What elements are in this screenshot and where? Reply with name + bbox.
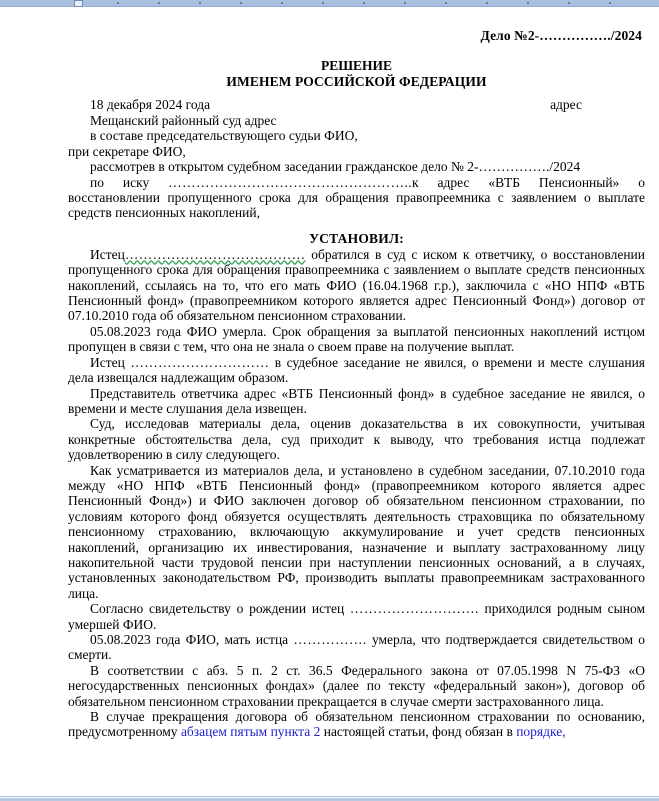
preamble-court-line: Мещанский районный суд адрес xyxy=(90,113,277,128)
document-content xyxy=(68,7,645,740)
ruler-tick-marks xyxy=(0,2,659,5)
p10-text-before-link: В случае прекращения договора об обязательном пенсионном страховании по основанию, предусмотренному xyxy=(68,709,645,740)
preamble-judge-line: в составе председательствующего судьи ФИО, xyxy=(90,128,358,144)
p7-text: приходился родным сыном умершей ФИО. xyxy=(68,601,645,632)
p8-text: умерла, что подтверждается свидетельством о смерти. xyxy=(68,632,645,663)
paragraph-p2: 05.08.2023 года ФИО умерла. Срок обращения за выплатой пенсионных накоплений истцом пропущен в связи с тем, что она не знала о своем праве на получение выплат. xyxy=(68,323,645,355)
document-date: 18 декабря 2024 года xyxy=(90,97,211,112)
paragraph-p5: Суд, исследовав материалы дела, оценив доказательства в их совокупности, учитывая конкретные обстоятельства дела, суд приходит к выводу, что требования истца подлежат удовлетворению в силу следующего. xyxy=(68,416,645,463)
claim-line-suffix: к адрес «ВТБ Пенсионный» о восстановлении пропущенного срока для обращения правопреемника с заявлением о выплате средств пенсионных накоплений, xyxy=(68,174,645,221)
document-page xyxy=(0,7,659,796)
established-heading: УСТАНОВИЛ: xyxy=(309,230,404,246)
p1-leader-spellcheck[interactable]: ………………………………… xyxy=(124,246,306,262)
paragraph-p1 xyxy=(68,247,645,324)
p8-lead: 05.08.2023 года ФИО, мать истца xyxy=(90,632,294,647)
preamble-claim-line xyxy=(68,175,645,221)
p8-leader: ……………. xyxy=(293,632,367,647)
preamble-considered-line: рассмотрев в открытом судебном заседании гражданское дело № 2-……………./2024 xyxy=(90,159,581,175)
case-number: Дело №2-……………./2024 xyxy=(480,28,642,43)
page-bottom-divider xyxy=(0,796,659,801)
claim-line-leader: …………………………………………….. xyxy=(168,174,413,190)
document-place: адрес xyxy=(550,97,582,112)
document-title xyxy=(68,58,645,90)
paragraph-p4: Представитель ответчика адрес «ВТБ Пенсионный фонд» в судебное заседание не явился, о времени и месте слушания дела извещен. xyxy=(68,385,645,416)
paragraph-p9: В соответствии с абз. 5 п. 2 ст. 36.5 Федерального закона от 07.05.1998 N 75-ФЗ «О негосударственных пенсионных фондах» (далее по тексту «федеральный закон»), договор об обязательном пенсионном страховании прекращается в случае смерти застрахованного лица. xyxy=(68,662,645,709)
paragraph-p7 xyxy=(68,601,645,632)
title-line-2: ИМЕНЕМ РОССИЙСКОЙ ФЕДЕРАЦИИ xyxy=(226,74,487,89)
p1-text: обратился в суд с иском к ответчику, о восстановлении пропущенного срока для обращения правопреемника с заявлением о выплате средств пенсионных накоплений, ссылаясь на то, что его мать ФИО (16.04.1968 г.р.), заключила с «НО НПФ «ВТБ Пенсионный фонд» (правопреемником которого является адрес Пенсионный Фонд») договор от 07.10.2010 года об обязательном пенсионном страховании. xyxy=(68,246,645,324)
p10-text-middle: настоящей статьи, фонд обязан в xyxy=(320,724,517,740)
p7-lead: Согласно свидетельству о рождении истец xyxy=(90,601,350,617)
p1-lead: Истец xyxy=(90,246,125,262)
paragraph-p6: Как усматривается из материалов дела, и установлено в судебном заседании, 07.10.2010 года между «НО НПФ «ВТБ Пенсионный фонд» (правопреемником которого является адрес Пенсионный Фонд») и ФИО заключен договор об обязательном пенсионном страховании, по условиям которого фонд обязуется осуществлять деятельность страховщика по обязательному пенсионному страхованию, включающую аккумулирование и учет средств пенсионных накоплений, организацию их инвестирования, назначение и выплату застрахованному лицу накопительной части трудовой пенсии при наступлении пенсионных оснований, а в случаях, установленных законодательством РФ, производить выплаты правопреемникам застрахованного лица. xyxy=(68,462,645,601)
word-ruler[interactable] xyxy=(0,0,659,7)
p7-leader: ………………………. xyxy=(349,601,479,617)
ruler-indent-marker[interactable] xyxy=(74,0,83,7)
title-line-1: РЕШЕНИЕ xyxy=(320,58,393,73)
paragraph-p8 xyxy=(68,632,645,663)
link-poryadke[interactable]: порядке, xyxy=(516,724,566,740)
paragraph-p10 xyxy=(68,709,645,740)
p3-lead: Истец xyxy=(90,354,131,370)
link-abzac-pyatym-punkta-2[interactable]: абзацем пятым пункта 2 xyxy=(180,724,321,740)
p3-leader: ………………………… xyxy=(130,354,270,370)
date-place-bar xyxy=(68,97,645,113)
claim-line-prefix: по иску xyxy=(90,174,169,190)
paragraph-p3 xyxy=(68,355,645,386)
preamble-secretary-line: при секретаре ФИО, xyxy=(68,143,186,159)
p3-text: в судебное заседание не явился, о времени и месте слушания дела извещался надлежащим образом. xyxy=(68,354,645,386)
